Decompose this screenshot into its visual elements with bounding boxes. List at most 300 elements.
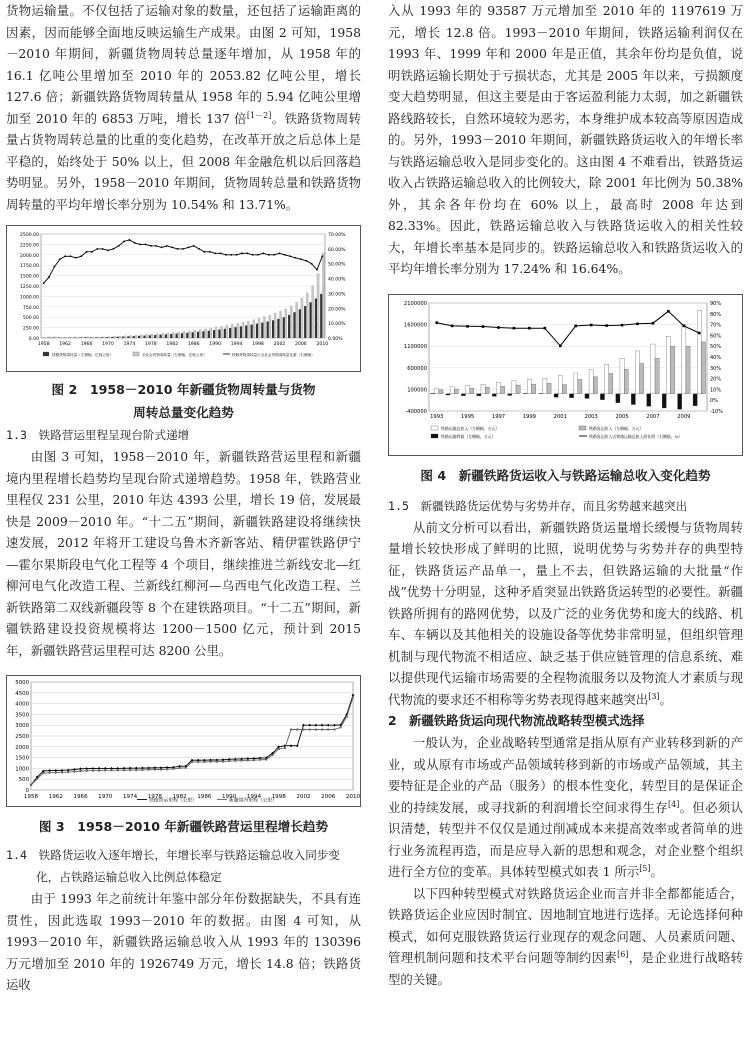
point-freight-share: [590, 323, 593, 326]
bar-total-revenue: [450, 386, 454, 393]
point-freight-share: [683, 324, 686, 327]
point-rail-share: [166, 245, 168, 247]
section-1-5-heading: 1.5 新疆铁路货运优势与劣势并存，而且劣势越来越突出: [388, 498, 688, 513]
point-freight-share: [698, 331, 701, 334]
bar-total-turnover: [65, 337, 67, 338]
point-rail-share: [279, 252, 281, 254]
bar-total-turnover: [172, 332, 174, 338]
bar-total-turnover: [199, 329, 201, 338]
point-domestic-mileage: [352, 696, 354, 698]
x-tick-label: 2002: [296, 794, 311, 800]
point-rail-share: [145, 244, 147, 246]
point-rail-share: [80, 255, 82, 257]
bar-rail-turnover: [165, 334, 167, 338]
bar-rail-turnover: [197, 332, 199, 338]
bar-rail-turnover: [272, 320, 274, 338]
y-left-tick-label: 100000: [407, 386, 427, 393]
legend-swatch: [431, 426, 438, 430]
x-tick-label: 2001: [553, 413, 567, 420]
x-tick-label: 2009: [677, 413, 691, 420]
bar-total-turnover: [129, 336, 131, 338]
bar-total-revenue: [466, 385, 470, 393]
bar-total-turnover: [253, 320, 255, 338]
bar-total-turnover: [178, 332, 180, 338]
x-tick-label: 1974: [123, 342, 136, 347]
point-rail-share: [268, 254, 270, 256]
y-right-tick-label: 20%: [710, 376, 722, 383]
bar-total-turnover: [290, 306, 292, 338]
bar-total-revenue: [481, 384, 485, 394]
bar-profit: [693, 393, 697, 405]
bar-rail-turnover: [117, 337, 119, 338]
bar-total-revenue: [620, 358, 624, 393]
bar-rail-turnover: [181, 333, 183, 338]
bar-freight-revenue: [624, 369, 628, 394]
bar-total-turnover: [97, 337, 99, 338]
point-rail-share: [129, 239, 131, 241]
point-rail-share: [193, 245, 195, 247]
point-domestic-mileage: [302, 729, 304, 731]
point-domestic-mileage: [203, 761, 205, 763]
x-tick-label: 1978: [147, 794, 162, 800]
paragraph-1-4: 由于 1993 年之前统计年鉴中部分年份数据缺失，不具有连贯性，因此选取 1993－2010 年的数据。由图 4 可知，从 1993－2010 年，新疆铁路运输总收入从 1993 年的 130396 万元增加至 2010 年的 1926749 万元，增长 14.8 倍；铁路货运收: [6, 891, 361, 992]
point-rail-share: [70, 255, 72, 257]
bar-total-turnover: [258, 318, 260, 338]
bar-freight-revenue: [578, 379, 582, 393]
y-right-tick-label: 0.00%: [328, 337, 343, 342]
y-left-tick-label: 2500.00: [20, 233, 39, 238]
x-tick-label: 1999: [522, 413, 536, 420]
y-right-tick-label: 50%: [710, 343, 722, 350]
bar-rail-turnover: [170, 334, 172, 338]
point-domestic-mileage: [111, 769, 113, 771]
x-tick-label: 1998: [252, 342, 264, 347]
y-tick-label: 3500: [15, 712, 29, 719]
y-left-tick-label: 2100000: [403, 300, 427, 307]
point-rail-share: [289, 255, 291, 257]
legend-label: 铁路营运里程（公里）: [149, 798, 197, 804]
legend-label: 铁路货运收入（左侧轴，万元）: [589, 425, 644, 431]
y-left-tick-label: 0.00: [28, 337, 39, 342]
y-left-tick-label: 1100000: [403, 343, 427, 350]
bar-profit: [662, 393, 666, 407]
point-domestic-mileage: [296, 729, 298, 731]
y-right-tick-label: 40%: [710, 354, 722, 361]
y-right-tick-label: 90%: [710, 300, 722, 307]
point-rail-share: [262, 252, 264, 254]
bar-total-turnover: [274, 313, 276, 338]
point-domestic-mileage: [216, 761, 218, 763]
fig4-svg: [389, 295, 742, 455]
bar-freight-revenue: [454, 388, 458, 393]
bar-freight-revenue: [640, 363, 644, 393]
legend-label: 铁路货物周转量占全社会货物周转量比重（右侧轴）: [232, 353, 315, 357]
legend-label: 铁路运输总收入（左侧轴，万元）: [441, 425, 500, 431]
bar-total-turnover: [76, 337, 78, 338]
point-operating-mileage: [98, 767, 101, 770]
bar-total-turnover: [54, 337, 56, 338]
figure-2-chart: [6, 225, 361, 372]
bar-freight-revenue: [439, 389, 443, 393]
point-domestic-mileage: [98, 770, 100, 772]
bar-total-turnover: [231, 324, 233, 338]
bar-freight-revenue: [501, 386, 505, 394]
y-tick-label: 2000: [15, 744, 29, 751]
point-rail-share: [246, 252, 248, 254]
point-operating-mileage: [352, 694, 355, 697]
x-tick-label: 1995: [461, 413, 475, 420]
bar-total-revenue: [543, 378, 547, 394]
point-rail-share: [284, 254, 286, 256]
point-rail-share: [155, 245, 157, 247]
bar-total-turnover: [204, 329, 206, 338]
left-column: [6, 0, 361, 996]
point-freight-share: [482, 325, 485, 328]
bar-total-turnover: [151, 334, 153, 338]
paragraph-2b: 以下四种转型模式对铁路货运企业而言并非全都都能适合，铁路货运企业应因时制宜、因地制宜地进行选择。无论选择何种模式，如何克服铁路货运行业现存的观念问题、人员素质问题、管理机制问题和技术平台问题等制约因素[6]，是企业进行战略转型的关键。: [388, 885, 744, 987]
x-tick-label: 1994: [246, 794, 262, 800]
bar-rail-turnover: [293, 312, 295, 338]
fig3-svg: [7, 676, 360, 806]
bar-rail-turnover: [122, 337, 124, 338]
point-rail-share: [134, 242, 136, 244]
bar-total-revenue: [527, 379, 531, 393]
x-tick-label: 1970: [98, 794, 113, 800]
bar-rail-turnover: [213, 330, 215, 338]
point-domestic-mileage: [191, 761, 193, 763]
point-operating-mileage: [48, 769, 51, 772]
y-right-tick-label: 10%: [710, 386, 722, 393]
fig2-svg: [7, 226, 360, 371]
point-rail-share: [96, 248, 98, 250]
bar-rail-turnover: [52, 337, 54, 338]
bar-total-revenue: [682, 324, 686, 393]
line-freight-share: [437, 311, 700, 346]
citation: [4]: [668, 799, 680, 809]
y-tick-label: 1500: [15, 755, 29, 762]
point-domestic-mileage: [55, 772, 57, 774]
bar-rail-turnover: [79, 337, 81, 338]
bar-total-turnover: [237, 323, 239, 338]
bar-total-turnover: [247, 321, 249, 338]
bar-profit: [461, 393, 465, 395]
point-rail-share: [86, 251, 88, 253]
bar-total-turnover: [215, 327, 217, 338]
point-rail-share: [91, 251, 93, 253]
point-rail-share: [311, 263, 313, 265]
bar-freight-revenue: [562, 384, 566, 393]
fig2-caption-line1: 图 2 1958－2010 年新疆货物周转量与货物: [51, 382, 316, 397]
bar-rail-turnover: [208, 331, 210, 338]
point-domestic-mileage: [123, 769, 125, 771]
point-domestic-mileage: [340, 726, 342, 728]
bar-total-revenue: [605, 364, 609, 393]
x-tick-label: 1990: [209, 342, 222, 347]
point-domestic-mileage: [197, 761, 199, 763]
bar-freight-revenue: [686, 346, 690, 394]
y-right-tick-label: 60%: [710, 332, 722, 339]
point-operating-mileage: [327, 724, 330, 727]
bar-rail-turnover: [127, 336, 129, 338]
point-rail-share: [295, 257, 297, 259]
point-rail-share: [230, 254, 232, 256]
point-rail-share: [53, 266, 55, 268]
bar-profit: [678, 393, 682, 409]
bar-rail-turnover: [90, 337, 92, 338]
x-tick-label: 2006: [321, 794, 336, 800]
x-tick-label: 1993: [430, 413, 444, 420]
point-freight-share: [667, 309, 670, 312]
x-tick-label: 1958: [23, 794, 39, 800]
bar-total-turnover: [44, 337, 46, 338]
bar-total-turnover: [210, 328, 212, 338]
x-tick-label: 1990: [222, 794, 237, 800]
point-rail-share: [321, 255, 323, 257]
point-domestic-mileage: [327, 729, 329, 731]
y-right-tick-label: 10.00%: [328, 322, 346, 328]
point-domestic-mileage: [210, 761, 212, 763]
y-right-tick-label: 50.00%: [328, 262, 346, 268]
bar-total-revenue: [666, 336, 670, 393]
legend-label: 铁路货运收入占铁路运输总收入的比例（右侧轴，%）: [589, 433, 683, 439]
x-tick-label: 2005: [615, 413, 629, 420]
bar-total-turnover: [226, 325, 228, 338]
bar-rail-turnover: [304, 306, 306, 338]
right-column: [388, 0, 743, 990]
y-left-tick-label: 2250.00: [20, 243, 39, 249]
y-right-tick-label: 80%: [710, 311, 722, 318]
citation: [1－2]: [246, 110, 272, 120]
section-1-3-heading: 1.3 铁路营运里程呈现台阶式递增: [6, 428, 190, 442]
y-right-tick-label: 70%: [710, 322, 722, 329]
point-domestic-mileage: [36, 778, 38, 780]
y-tick-label: 1000: [15, 766, 29, 773]
bar-rail-turnover: [84, 337, 86, 338]
point-domestic-mileage: [67, 771, 69, 773]
point-freight-share: [636, 322, 639, 325]
bar-profit: [600, 393, 604, 399]
bar-rail-turnover: [100, 337, 102, 338]
point-domestic-mileage: [61, 771, 63, 773]
bar-total-turnover: [183, 331, 185, 338]
point-domestic-mileage: [166, 768, 168, 770]
x-tick-label: 1958: [37, 342, 50, 347]
x-tick-label: 1974: [122, 794, 138, 800]
x-tick-label: 1962: [48, 794, 63, 800]
point-freight-share: [451, 324, 454, 327]
point-operating-mileage: [333, 724, 336, 727]
bar-rail-turnover: [320, 294, 322, 338]
y-right-tick-label: 60.00%: [328, 247, 346, 253]
point-freight-share: [513, 326, 516, 329]
point-domestic-mileage: [234, 760, 236, 762]
y-left-tick-label: 750.00: [22, 305, 39, 311]
legend-label: 铁路货物周转量（左侧轴，亿吨公里）: [52, 353, 114, 357]
bar-total-turnover: [49, 337, 51, 338]
y-left-tick-label: 250.00: [22, 326, 39, 332]
point-domestic-mileage: [30, 784, 32, 786]
bar-total-revenue: [512, 380, 516, 393]
bar-rail-turnover: [111, 337, 113, 338]
paragraph-1-3: 由图 3 可知，1958－2010 年，新疆铁路营运里程和新疆境内里程增长趋势均呈现台阶式递增趋势。1958 年，铁路营业里程仅 231 公里，2010 年达 4393 公里，增长 19 倍，发展最快是 2009－2010 年。“十二五”期间，新疆铁路建设将继续快速发展，2012 年将开工建设乌鲁木齐新客站、精伊霍铁路伊宁—霍尔果斯段电气化工程等 4 个项目，继续推进兰新线安北—红柳河电气化改造工程、兰新线红柳河—乌西电气化改造工程、兰新铁路第二双线新疆段等 8 个在建铁路项目。“十二五”期间，新疆铁路建设投资规模将达 1200－1500 亿元，预计到 2015 年，新疆铁路营运里程可达 8200 公里。: [6, 449, 361, 658]
bar-profit: [631, 393, 635, 404]
legend-swatch: [133, 352, 139, 356]
figure-3-caption: 图 3 1958－2010 年新疆铁路营运里程增长趋势: [38, 819, 329, 834]
point-operating-mileage: [85, 767, 88, 770]
point-freight-share: [544, 326, 547, 329]
section-1-4-heading: 1.4 铁路货运收入逐年增长，年增长率与铁路运输总收入同步变化，占铁路运输总收入比例总体稳定: [6, 848, 340, 884]
point-rail-share: [43, 282, 45, 284]
bar-total-turnover: [167, 333, 169, 338]
y-right-tick-label: 30%: [710, 365, 722, 372]
bar-profit: [430, 393, 434, 394]
point-rail-share: [102, 248, 104, 250]
legend-label: 全社会货物周转量（左侧轴，亿吨公里）: [142, 353, 207, 357]
point-domestic-mileage: [272, 754, 274, 756]
point-domestic-mileage: [346, 716, 348, 718]
point-rail-share: [236, 254, 238, 256]
bar-total-revenue: [651, 344, 655, 394]
bar-freight-revenue: [670, 346, 674, 393]
paragraph-1-5: 从前文分析可以看出，新疆铁路货运量增长缓慢与货物周转量增长较快形成了鲜明的比照，说明优势与劣势并存的典型特征，铁路货运产品单一，量上不去，但铁路运输的大批量“作战”优势十分明显，这种矛盾突显出铁路货运转型的必要性。新疆铁路所拥有的路网优势，以及广泛的业务优势和庞大的线路、机车、车辆以及其他相关的设施设备等优势非常明显，但组织管理机制与现代物流不相适应、缺乏基于供应链管理的信息系统、难以提供现代运输市场需要的全程物流服务以及物流人才素质与现代物流的要求还不相称等劣势表现得越来越突出[3]。: [388, 519, 743, 707]
point-rail-share: [48, 276, 50, 278]
point-domestic-mileage: [290, 729, 292, 731]
point-freight-share: [559, 344, 562, 347]
point-domestic-mileage: [315, 729, 317, 731]
bar-total-turnover: [221, 326, 223, 338]
x-tick-label: 1982: [166, 342, 179, 347]
bar-profit: [647, 393, 651, 406]
bar-rail-turnover: [251, 325, 253, 338]
bar-total-turnover: [92, 337, 94, 338]
point-rail-share: [204, 251, 206, 253]
bar-profit: [554, 393, 558, 396]
point-freight-share: [528, 326, 531, 329]
y-left-tick-label: 500.00: [22, 316, 39, 322]
bar-freight-revenue: [547, 383, 551, 393]
x-tick-label: 1986: [197, 794, 212, 800]
x-tick-label: 1998: [271, 794, 286, 800]
bar-profit: [508, 393, 512, 395]
bar-profit: [569, 393, 573, 397]
bar-total-turnover: [306, 293, 308, 338]
point-rail-share: [305, 260, 307, 262]
bar-total-revenue: [574, 372, 578, 393]
bar-rail-turnover: [175, 334, 177, 338]
bar-total-turnover: [188, 331, 190, 338]
point-domestic-mileage: [80, 770, 82, 772]
y-left-tick-label: 1750.00: [20, 264, 39, 270]
bar-total-revenue: [558, 375, 562, 393]
point-domestic-mileage: [278, 748, 280, 750]
line-rail-share: [44, 240, 323, 283]
point-domestic-mileage: [141, 769, 143, 771]
point-domestic-mileage: [154, 768, 156, 770]
point-domestic-mileage: [241, 760, 243, 762]
bar-freight-revenue: [516, 385, 520, 394]
y-left-tick-label: 600000: [407, 365, 427, 372]
point-rail-share: [112, 248, 114, 250]
x-tick-label: 2002: [273, 342, 286, 347]
y-tick-label: 0: [25, 788, 29, 794]
x-tick-label: 1978: [144, 342, 157, 347]
y-right-tick-label: -10%: [710, 408, 723, 415]
point-rail-share: [150, 245, 152, 247]
bar-rail-turnover: [256, 324, 258, 338]
point-rail-share: [214, 252, 216, 254]
citation: [5]: [639, 863, 651, 873]
point-domestic-mileage: [86, 770, 88, 772]
legend-swatch: [431, 434, 438, 438]
bar-freight-revenue: [609, 373, 613, 393]
y-tick-label: 4500: [15, 690, 29, 697]
y-right-tick-label: 20.00%: [328, 307, 346, 313]
bar-total-turnover: [119, 336, 121, 338]
bar-total-revenue: [435, 388, 439, 394]
point-domestic-mileage: [104, 769, 106, 771]
bar-rail-turnover: [202, 331, 204, 338]
bar-total-turnover: [285, 309, 287, 338]
point-domestic-mileage: [148, 769, 150, 771]
y-right-tick-label: 30.00%: [328, 292, 346, 298]
figure-4-caption: 图 4 新疆铁路货运收入与铁路运输总收入变化趋势: [420, 467, 711, 483]
y-right-tick-label: 40.00%: [328, 277, 346, 283]
bar-total-turnover: [296, 302, 298, 338]
bar-rail-turnover: [245, 326, 247, 338]
bar-total-turnover: [113, 336, 115, 338]
y-left-tick-label: 1000.00: [20, 295, 39, 301]
figure-2-caption: [6, 378, 361, 424]
bar-rail-turnover: [283, 317, 285, 338]
bar-total-turnover: [301, 298, 303, 338]
bar-profit: [616, 393, 620, 402]
bar-total-turnover: [70, 337, 72, 338]
bar-rail-turnover: [74, 337, 76, 338]
y-right-tick-label: 0%: [710, 397, 718, 404]
point-domestic-mileage: [117, 769, 119, 771]
bar-rail-turnover: [143, 336, 145, 338]
bar-rail-turnover: [95, 337, 97, 338]
bar-rail-turnover: [192, 332, 194, 338]
x-tick-label: 1997: [491, 413, 506, 420]
bar-rail-turnover: [267, 322, 269, 338]
bar-freight-revenue: [470, 388, 474, 394]
point-rail-share: [139, 244, 141, 246]
bar-total-turnover: [312, 286, 314, 338]
bar-profit: [477, 393, 481, 395]
bar-total-turnover: [108, 336, 110, 338]
point-operating-mileage: [314, 724, 317, 727]
bar-rail-turnover: [224, 329, 226, 338]
section-2-heading: 2 新疆铁路货运向现代物流战略转型模式选择: [388, 713, 645, 728]
point-rail-share: [316, 269, 318, 271]
point-domestic-mileage: [42, 772, 44, 774]
y-tick-label: 2500: [15, 734, 29, 740]
point-domestic-mileage: [247, 759, 249, 761]
bar-rail-turnover: [106, 337, 108, 338]
bar-total-revenue: [635, 350, 639, 393]
point-rail-share: [220, 252, 222, 254]
bar-total-turnover: [317, 274, 319, 338]
bar-total-turnover: [87, 337, 89, 338]
point-operating-mileage: [302, 724, 305, 727]
bar-total-turnover: [242, 322, 244, 338]
x-tick-label: 2010: [345, 794, 360, 800]
point-rail-share: [171, 246, 173, 248]
point-rail-share: [257, 254, 259, 256]
point-rail-share: [273, 254, 275, 256]
bar-rail-turnover: [234, 327, 236, 338]
